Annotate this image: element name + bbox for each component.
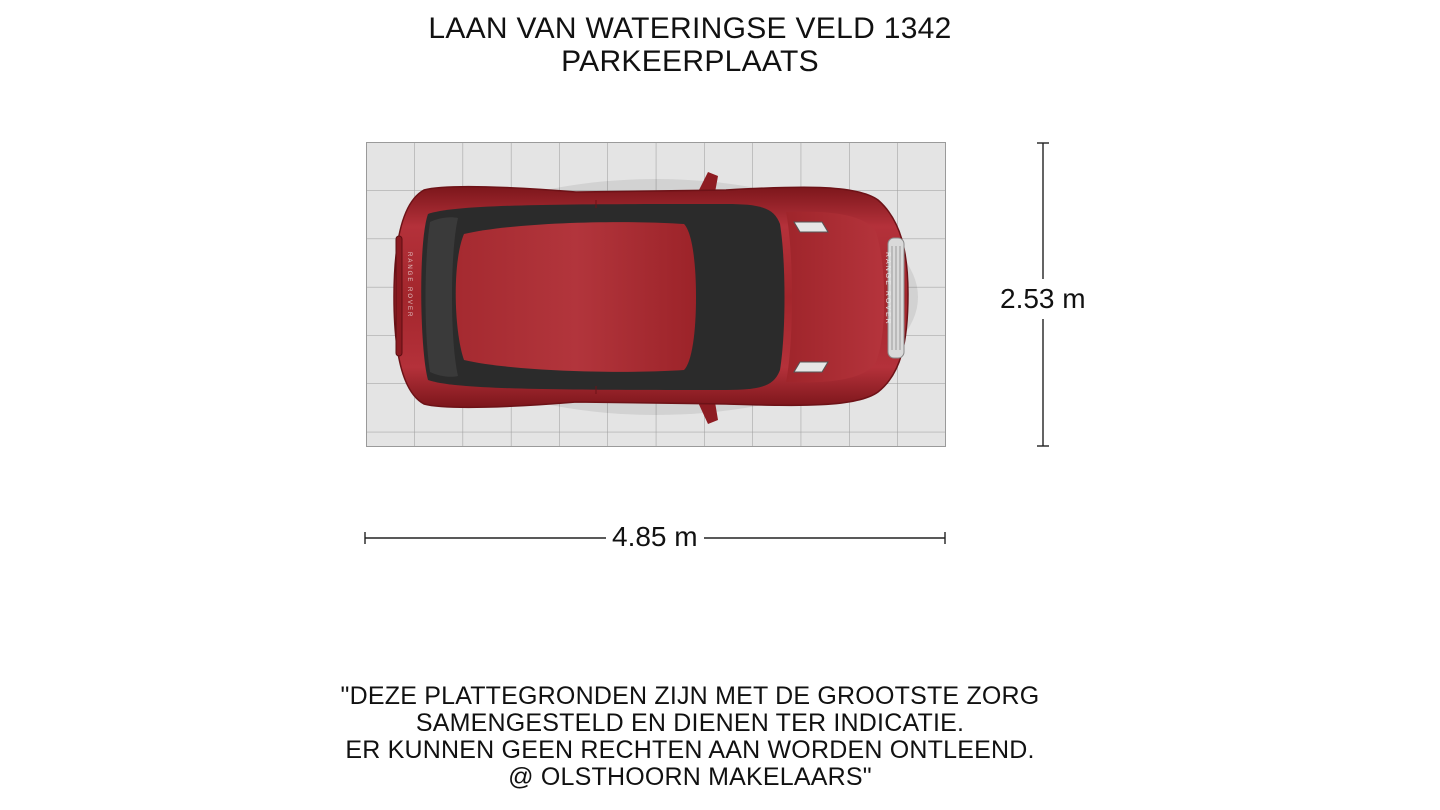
depth-dimension-label: 2.53 m [998, 279, 1088, 319]
disclaimer-line-3: ER KUNNEN GEEN RECHTEN AAN WORDEN ONTLEEND. [345, 736, 1035, 764]
badge-text-front: RANGE ROVER [884, 252, 891, 326]
disclaimer [0, 683, 1380, 791]
disclaimer-line-4: @ OLSTHOORN MAKELAARS" [508, 763, 872, 791]
space-type-title: PARKEERPLAATS [561, 45, 819, 78]
address-title: LAAN VAN WATERINGSE VELD 1342 [428, 12, 952, 45]
disclaimer-line-1: "DEZE PLATTEGRONDEN ZIJN MET DE GROOTSTE ZORG [340, 682, 1040, 710]
width-dimension-label: 4.85 m [606, 521, 704, 553]
badge-text-rear: RANGE ROVER [406, 252, 412, 319]
disclaimer-line-2: SAMENGESTELD EN DIENEN TER INDICATIE. [415, 709, 965, 737]
